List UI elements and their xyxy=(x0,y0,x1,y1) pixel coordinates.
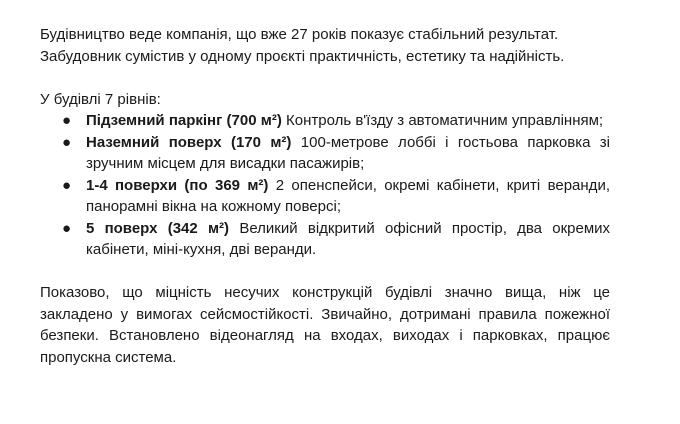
levels-heading: У будівлі 7 рівнів: xyxy=(40,90,161,108)
list-item xyxy=(40,132,610,175)
level-description: Великий відкритий офісний простір, два окремих кабінети, міні-кухня, дві веранди. xyxy=(86,219,611,258)
level-title: 5 поверх (342 м²) xyxy=(86,219,230,237)
level-description: 100-метрове лоббі і гостьова парковка зі зручним місцем для висадки пасажирів; xyxy=(86,133,610,172)
level-description: 2 опенспейси, окремі кабінети, криті веранди, панорамні вікна на кожному поверсі; xyxy=(86,176,610,215)
bullet-icon: ● xyxy=(62,133,72,151)
bullet-icon: ● xyxy=(62,219,72,237)
list-item xyxy=(40,110,610,132)
bullet-icon: ● xyxy=(62,112,72,129)
level-title: Наземний поверх (170 м²) xyxy=(86,133,292,151)
list-item xyxy=(40,218,610,261)
intro-paragraph xyxy=(40,24,610,67)
closing-paragraph: Показово, що міцність несучих конструкцій будівлі значно вища, ніж це закладено у вимогах сейсмостійкості. Звичайно, дотримані правила пожежної безпеки. Встановлено відеонагляд на входах, виходах і парковках, працює пропускна система. xyxy=(40,284,610,366)
levels-list xyxy=(40,110,610,261)
document-body xyxy=(40,24,610,368)
level-title: Підземний паркінг (700 м²) xyxy=(86,112,282,129)
intro-line-2: Забудовник сумістив у одному проєкті практичність, естетику та надійність. xyxy=(40,47,565,65)
bullet-icon: ● xyxy=(62,176,72,194)
list-item xyxy=(40,175,610,218)
level-description: Контроль в'їзду з автоматичним управлінням; xyxy=(286,112,604,129)
level-title: 1-4 поверхи (по 369 м²) xyxy=(86,176,269,194)
intro-line-1: Будівництво веде компанія, що вже 27 років показує стабільний результат. xyxy=(40,26,559,43)
